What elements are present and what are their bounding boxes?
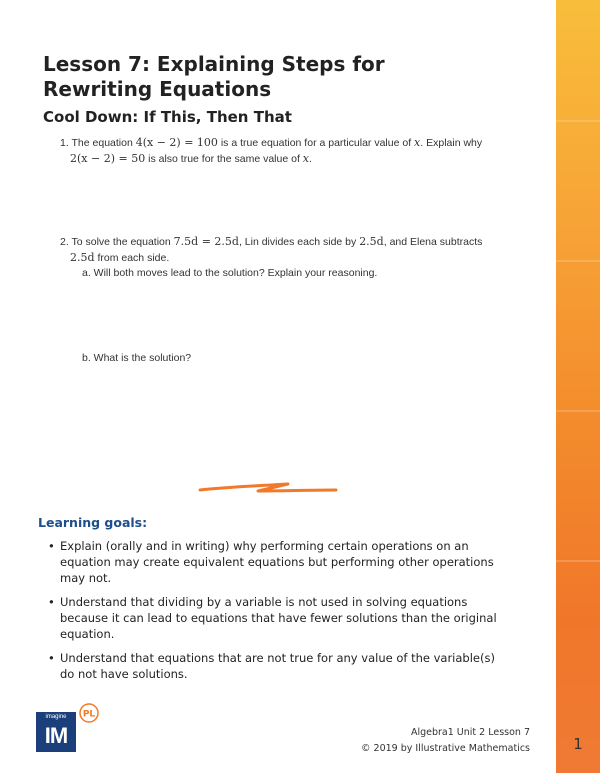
goal-text: Explain (orally and in writing) why performing certain operations on an equation may create equivalent equations but performing other operations may not. (60, 539, 494, 585)
learning-goals-title: Learning goals: (38, 515, 148, 530)
equation: 2.5d (70, 251, 95, 264)
equation: 4(x − 2) = 100 (135, 136, 218, 149)
footer-course: Algebra1 Unit 2 Lesson 7 (410, 727, 530, 738)
question-2b: b. What is the solution? (82, 352, 192, 364)
orange-sidebar (556, 0, 600, 773)
goal-text: Understand that dividing by a variable is not used in solving equations because it can lead to equations that have fewer solutions than the original equation. (60, 595, 497, 641)
question-text: is also true for the same value of (145, 153, 303, 165)
question-line-2 (60, 250, 500, 266)
equation: 2.5d (359, 235, 384, 248)
logo-big-text: IM (44, 723, 68, 748)
question-text: . (309, 153, 312, 165)
learning-goals-list (48, 538, 508, 690)
question-text: The equation (71, 137, 136, 149)
variable: x (414, 136, 421, 149)
question-text: from each side. (94, 252, 170, 264)
goal-text: Understand that equations that are not true for any value of the variable(s) do not have solutions. (60, 651, 495, 681)
equation: 2(x − 2) = 50 (70, 152, 146, 165)
question-2a: a. Will both moves lead to the solution? Explain your reasoning. (82, 267, 378, 279)
logo-small-text: imagine (45, 714, 67, 720)
question-text: , and Elena subtracts (383, 236, 483, 248)
question-1 (60, 135, 500, 167)
squiggle-divider (196, 478, 341, 498)
question-text: is a true equation for a particular value of (217, 137, 415, 149)
question-line-2 (60, 151, 500, 167)
list-item: • Understand that dividing by a variable is not used in solving equations because it can lead to equations that have fewer solutions than the original equation. (48, 595, 497, 641)
section-title: Cool Down: If This, Then That (43, 108, 292, 126)
question-text: , Lin divides each side by (238, 236, 360, 248)
variable: x (302, 152, 309, 165)
list-item: • Understand that equations that are not true for any value of the variable(s) do not have solutions. (48, 651, 495, 681)
equation: 7.5d = 2.5d (173, 235, 239, 248)
im-logo (36, 712, 76, 752)
question-text: . Explain why (420, 137, 483, 149)
badge-text: PL (82, 709, 96, 720)
pl-badge-icon (78, 702, 100, 724)
question-number: 1. (60, 137, 69, 149)
question-text: To solve the equation (71, 236, 174, 248)
lesson-title: Lesson 7: Explaining Steps for Rewriting Equations (43, 52, 385, 101)
list-item: • Explain (orally and in writing) why performing certain operations on an equation may create equivalent equations but performing other operations may not. (48, 539, 494, 585)
footer-copyright: © 2019 by Illustrative Mathematics (361, 743, 530, 754)
question-number: 2. (60, 236, 69, 248)
page-number: 1 (573, 735, 583, 753)
question-2 (60, 234, 500, 266)
